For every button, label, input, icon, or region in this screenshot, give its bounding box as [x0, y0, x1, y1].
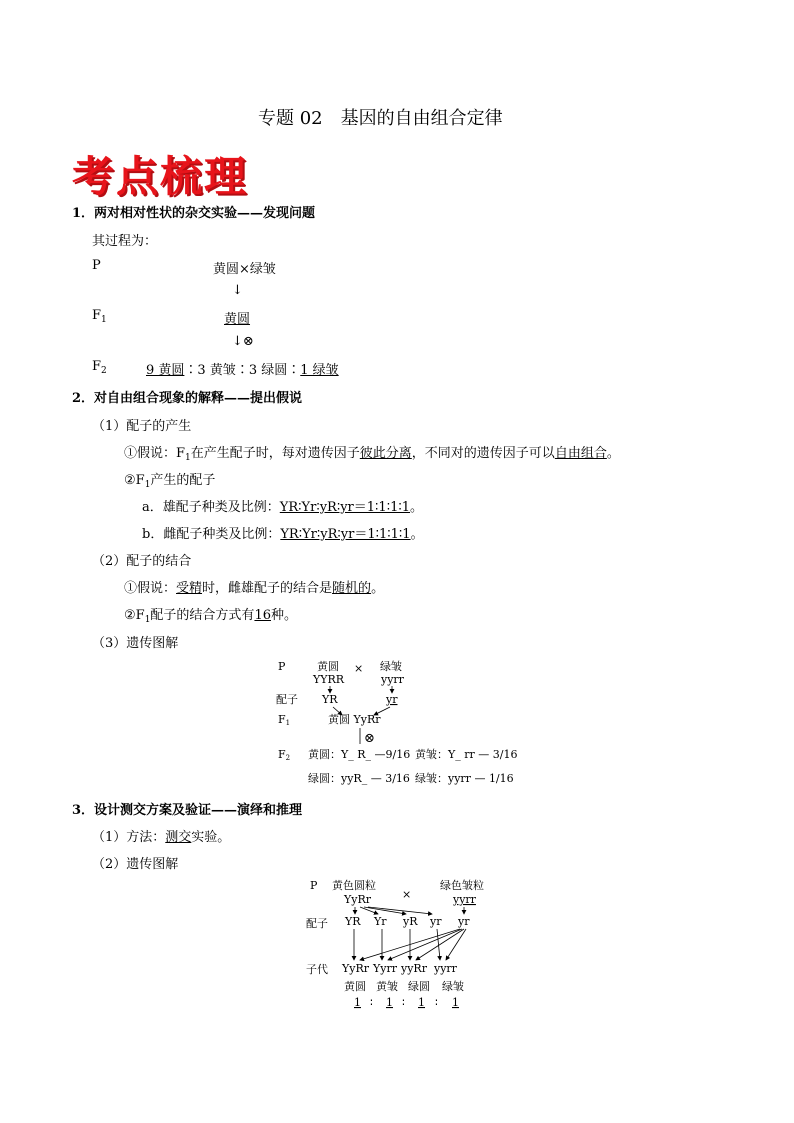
section-banner: 考点梳理 — [72, 152, 249, 201]
section-3-heading: 3．设计测交方案及验证——演绎和推理 — [72, 803, 303, 818]
d2-gamete-arrows — [354, 929, 466, 960]
d1-f2-green-wrinkled: 绿皱：yyrr — 1/16 — [415, 772, 514, 785]
d2-pheno-3: 绿圆 — [408, 980, 430, 993]
d2-gamete-other: yr — [458, 915, 470, 928]
testcross-diagram — [300, 876, 500, 1016]
genetic-diagram-title: （3）遗传图解 — [92, 636, 179, 651]
combination-count: $②F_1$配子的结合方式有16种。 — [124, 608, 297, 625]
d2-colon-3: ∶ — [435, 996, 438, 1009]
d1-p1-phenotype: 黄圆 — [317, 660, 339, 673]
testcross-method: （1）方法：测交实验。 — [92, 830, 231, 845]
d2-gamete-Yr: Yr — [374, 915, 387, 928]
section-2-heading: 2．对自由组合现象的解释——提出假说 — [72, 391, 303, 406]
d1-p2-genotype: yyrr — [381, 673, 404, 686]
f1-label: $F_1$ — [92, 308, 107, 325]
male-gametes: a．雄配子种类及比例：YR∶Yr∶yR∶yr＝1∶1∶1∶1。 — [142, 500, 424, 515]
d2-arrow-other-4 — [446, 929, 466, 960]
d2-p1-genotype: YyRr — [344, 893, 372, 906]
d2-offspring-label: 子代 — [306, 963, 328, 976]
d2-p2-genotype: yyrr — [453, 893, 476, 906]
d2-pheno-4: 绿皱 — [442, 980, 464, 993]
d2-gamete-yr: yr — [430, 915, 442, 928]
d2-gamete-label: 配子 — [306, 917, 328, 930]
d1-f2-label: F2 — [278, 748, 291, 762]
gamete-production-title: （1）配子的产生 — [92, 419, 192, 434]
d2-colon-1: ∶ — [370, 996, 373, 1009]
female-gametes: b．雌配子种类及比例：YR∶Yr∶yR∶yr＝1∶1∶1∶1。 — [142, 527, 424, 542]
d2-ratio-3: 1 — [418, 996, 425, 1009]
d2-cross-symbol: × — [402, 888, 412, 901]
d2-pheno-1: 黄圆 — [344, 980, 366, 993]
process-intro: 其过程为： — [92, 234, 158, 249]
d1-cross-symbol: × — [354, 662, 364, 675]
down-arrow-icon: ↓ — [232, 283, 243, 298]
d1-f2-yellow-round: 黄圆：Y_ R_ —9/16 — [308, 748, 411, 761]
d2-offspring-1: YyRr — [342, 962, 370, 975]
d2-colon-2: ∶ — [402, 996, 405, 1009]
testcross-diagram-title: （2）遗传图解 — [92, 857, 179, 872]
page-title: 专题 02 基因的自由组合定律 — [258, 108, 503, 129]
d1-gamete-1: YR — [322, 693, 338, 706]
d2-offspring-4: yyrr — [434, 962, 457, 975]
d2-arrow-other-2 — [388, 929, 462, 960]
f1-value: 黄圆 — [224, 312, 251, 327]
d2-p-label: P — [310, 879, 318, 892]
d2-p1-arrows — [355, 907, 464, 914]
f2-label: $F_2$ — [92, 359, 107, 376]
d1-f2-yellow-wrinkled: 黄皱：Y_ rr — 3/16 — [415, 748, 518, 761]
d1-p1-genotype: YYRR — [313, 673, 345, 686]
d2-ratio-1: 1 — [354, 996, 361, 1009]
d1-gamete-label: 配子 — [276, 693, 298, 706]
d1-selfing-icon: ⊗ — [364, 731, 375, 746]
d2-arrow-other-3 — [416, 929, 464, 960]
d2-offspring-3: yyRr — [401, 962, 427, 975]
f2-ratio: 9 黄圆∶3 黄皱∶3 绿圆∶1 绿皱 — [146, 363, 339, 378]
d1-f1-label: F1 — [278, 713, 291, 727]
d2-p2-phenotype: 绿色皱粒 — [440, 879, 484, 892]
d1-f2-green-round: 绿圆：yyR_ — 3/16 — [308, 772, 410, 785]
gamete-union-title: （2）配子的结合 — [92, 554, 192, 569]
d1-p2-phenotype: 绿皱 — [380, 660, 402, 673]
cross-diagram-1 — [270, 656, 530, 788]
hypothesis-fertilization: ①假说：受精时，雌雄配子的结合是随机的。 — [124, 581, 385, 596]
p-cross: 黄圆×绿皱 — [213, 262, 276, 277]
p-label: P — [92, 258, 101, 273]
section-1-heading: 1．两对相对性状的杂交实验——发现问题 — [72, 206, 316, 221]
d1-gamete-2: yr — [386, 693, 398, 706]
d2-gamete-yR: yR — [403, 915, 418, 928]
d2-gamete-YR: YR — [345, 915, 361, 928]
d2-ratio-2: 1 — [386, 996, 393, 1009]
d2-pheno-2: 黄皱 — [376, 980, 398, 993]
d2-p1-phenotype: 黄色圆粒 — [332, 879, 376, 892]
d2-offspring-2: Yyrr — [373, 962, 397, 975]
d1-p-label: P — [278, 660, 286, 673]
selfing-arrow-icon: ↓⊗ — [232, 334, 254, 349]
f1-gametes-title: $②F_1$产生的配子 — [124, 473, 216, 490]
d2-ratio-4: 1 — [452, 996, 459, 1009]
d1-f1-result: 黄圆 YyRr — [328, 713, 381, 726]
hypothesis-segregation: ①假说：$F_1$在产生配子时，每对遗传因子彼此分离，不同对的遗传因子可以自由组合。 — [124, 446, 620, 463]
